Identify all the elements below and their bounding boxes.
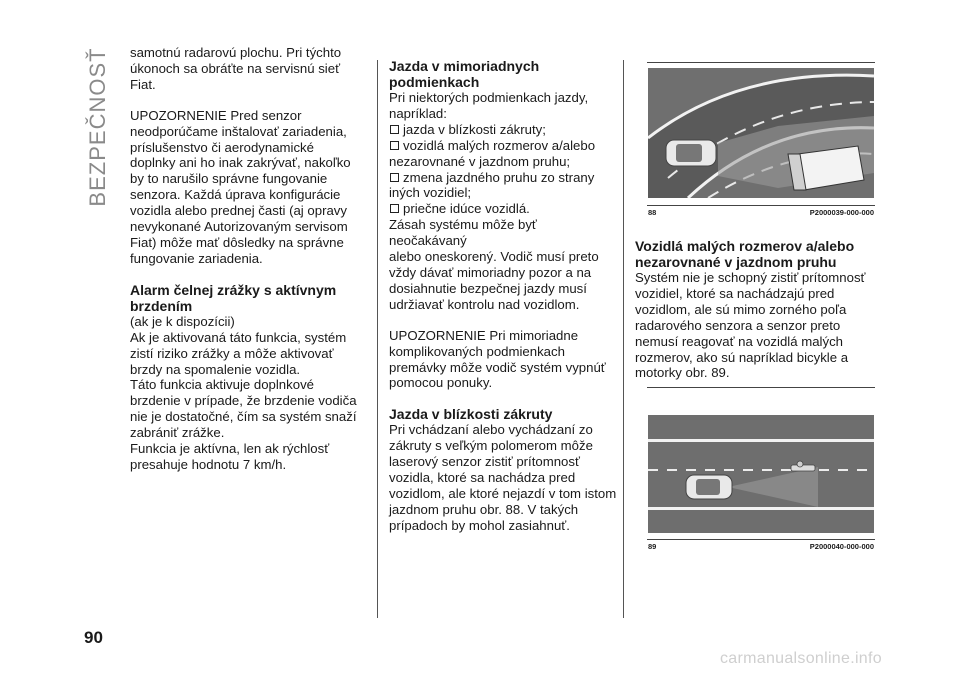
warning-paragraph: UPOZORNENIE Pred senzor neodporúčame inštalovať zariadenia, príslušenstvo či aerodynamické doplnky ani ho inak zakrývať, nakoľko by to narušilo správne fungovanie senzora. Každá úprava konfigurácie vozidla alebo prednej časti (aj opravy nevykonané Autorizovaným servisom Fiat) môže mať dôsledky na správne fungovanie zariadenia.	[130, 107, 351, 266]
figure-top-rule	[647, 62, 875, 63]
section-heading: Jazda v blízkosti zákruty	[389, 406, 553, 423]
checkbox-bullet-icon	[390, 141, 399, 150]
figure-89-lane-illustration	[648, 415, 874, 533]
figure-top-rule	[647, 387, 875, 388]
list-item: vozidlá malých rozmerov a/alebo	[389, 138, 617, 154]
list-item: priečne idúce vozidlá.	[389, 201, 617, 217]
section-tab: BEZPEČNOSŤ	[85, 47, 110, 207]
column-divider	[623, 60, 624, 618]
paragraph: (ak je k dispozícii) Ak je aktivovaná táto funkcia, systém zistí riziko zrážky a môže aktivovať brzdy na spomalenie vozidla. Táto funkcia aktivuje doplnkové brzdenie v prípade, že brzdenie vodiča nie je dostatočné, čím sa systém snaží zabrániť zrážke. Funkcia je aktívna, len ak rýchlosť presahuje hodnotu 7 km/h.	[130, 313, 357, 472]
figure-caption-rule	[647, 539, 875, 540]
section-heading: Jazda v mimoriadnych podmienkach	[389, 58, 540, 90]
footer-watermark[interactable]: carmanualsonline.info	[720, 650, 882, 667]
page-number: 90	[84, 628, 103, 647]
column-1	[130, 45, 365, 473]
column-3	[635, 238, 875, 381]
column-2: Jazda v mimoriadnych podmienkach Pri niektorých podmienkach jazdy, napríklad: jazda v blízkosti zákruty; vozidlá malých rozmerov a/alebo nezarovnané v jazdnom pruhu; zmena jazdného pruhu zo strany iných vozidiel; priečne idúce vozidlá. Zásah systému môže byť neočakávaný alebo oneskorený. Vodič musí preto vždy dávať mimoriadny pozor a na dosiahnutie bezpečnej jazdy musí udržiavať kontrolu nad vozidlom. UPOZORNENIE Pri mimoriadne komplikovaných podmienkach premávky môže vodič systém vypnúť pomocou ponuky. Jazda v blízkosti zákruty Pri vchádzaní alebo vychádzaní zo zákruty s veľkým polomerom môže laserový senzor zistiť prítomnosť vozidla, ktoré sa nachádza pred vozidlom, ale ktoré nejazdí v tom istom jazdnom pruhu obr. 88. V takých prípadoch by mohol zasiahnuť.	[389, 58, 617, 533]
checkbox-bullet-icon	[390, 204, 399, 213]
figure-88-curve-illustration	[648, 68, 874, 198]
list-item: jazda v blízkosti zákruty;	[389, 122, 617, 138]
checkbox-bullet-icon	[390, 125, 399, 134]
warning-paragraph: UPOZORNENIE Pri mimoriadne komplikovaných podmienkach premávky môže vodič systém vypnúť pomocou ponuky.	[389, 327, 606, 391]
figure-caption-rule	[647, 205, 875, 206]
paragraph: Pri niektorých podmienkach jazdy, napríklad:	[389, 90, 589, 121]
paragraph: Pri vchádzaní alebo vychádzaní zo zákruty s veľkým polomerom môže laserový senzor zistiť prítomnosť vozidla, ktoré sa nachádza pred vozidlom, ale ktoré nejazdí v tom istom jazdnom pruhu obr. 88. V takých prípadoch by mohol zasiahnuť.	[389, 422, 617, 533]
checkbox-bullet-icon	[390, 173, 399, 182]
figure-89-caption: 89 P2000040-000-000	[648, 542, 874, 551]
figure-88-caption: 88 P2000039-000-000	[648, 208, 874, 217]
paragraph: Zásah systému môže byť neočakávaný alebo oneskorený. Vodič musí preto vždy dávať mimoriadny pozor a na dosiahnutie bezpečnej jazdy musí udržiavať kontrolu nad vozidlom.	[389, 217, 599, 312]
section-heading: Vozidlá malých rozmerov a/alebo nezarovnané v jazdnom pruhu	[635, 238, 855, 270]
column-divider	[377, 60, 378, 618]
list-item: zmena jazdného pruhu zo strany	[389, 170, 617, 186]
paragraph: samotnú radarovú plochu. Pri týchto úkonoch sa obráťte na servisnú sieť Fiat.	[130, 45, 342, 92]
section-heading: Alarm čelnej zrážky s aktívnym brzdením	[130, 281, 337, 314]
paragraph: Systém nie je schopný zistiť prítomnosť vozidiel, ktoré sa nachádzajú pred vozidlom, ale sú mimo zorného poľa radarového senzora a senzor preto nemusí reagovať na vozidlá malých rozmerov, ako sú napríklad bicykle a motorky obr. 89.	[635, 270, 866, 381]
